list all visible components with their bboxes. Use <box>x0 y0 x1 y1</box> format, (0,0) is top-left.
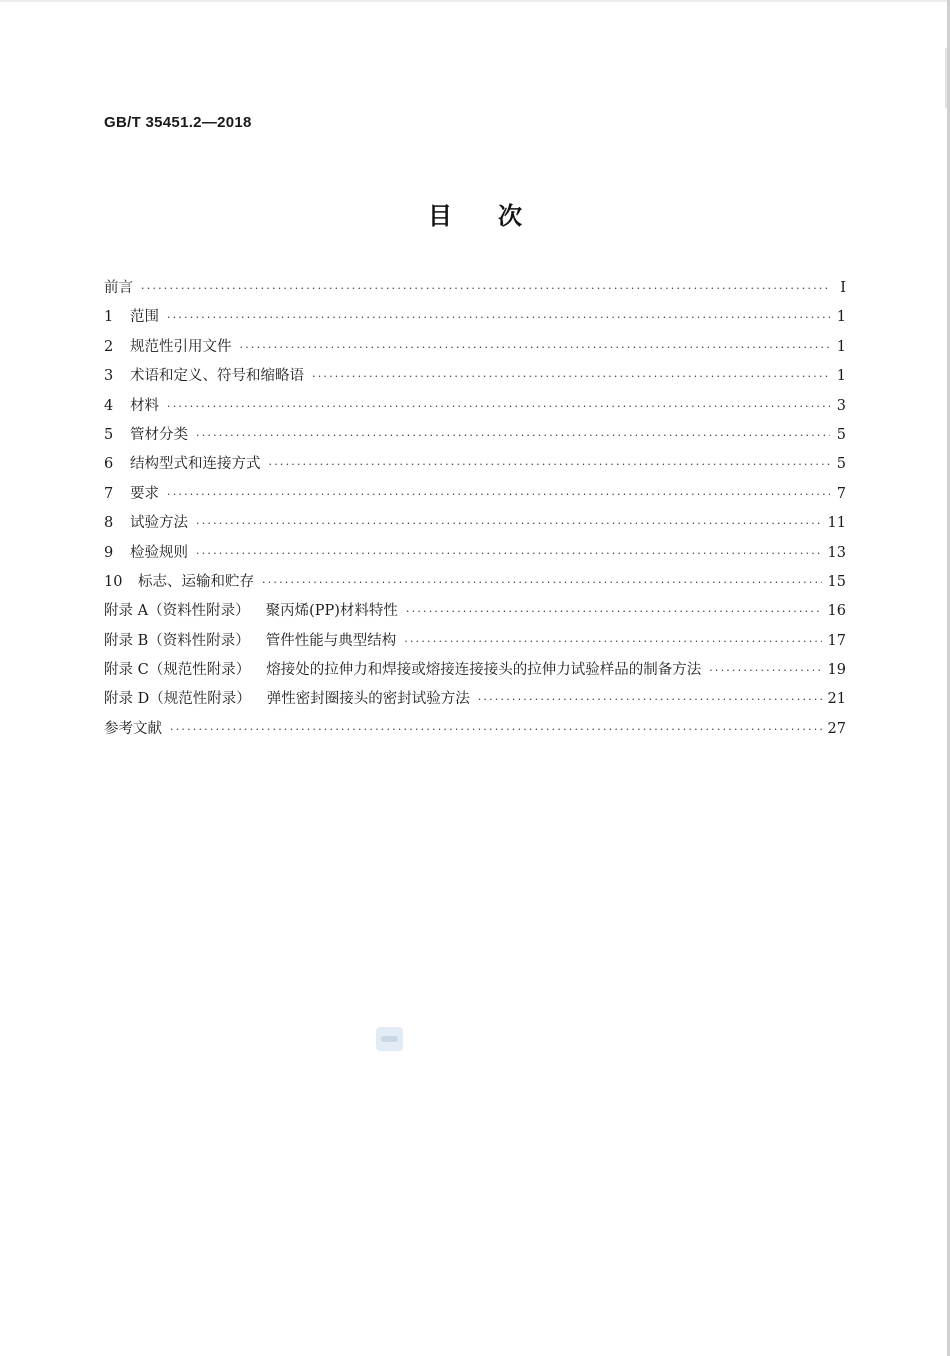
toc-entry-annex: 附录 B（资料性附录） <box>104 632 250 649</box>
toc-entry-page: 17 <box>827 632 846 649</box>
toc-entry[interactable] <box>104 570 846 599</box>
toc-entry-title: 材料 <box>130 397 159 414</box>
toc-entry-page: 5 <box>836 456 846 473</box>
toc-entry-page: 1 <box>836 368 846 385</box>
toc-entry-label <box>104 482 159 506</box>
toc-entry[interactable] <box>104 276 846 305</box>
toc-entry[interactable] <box>104 482 846 511</box>
toc-entry[interactable] <box>104 423 846 452</box>
toc-entry[interactable] <box>104 599 846 628</box>
toc-dot-leader <box>240 336 831 360</box>
toc-dot-leader <box>709 659 821 683</box>
toc-dot-leader <box>170 718 822 742</box>
toc-dot-leader <box>167 306 830 330</box>
table-of-contents <box>104 276 846 746</box>
toc-entry[interactable] <box>104 305 846 334</box>
toc-entry-number: 1 <box>104 309 114 326</box>
toc-dot-leader <box>167 395 830 419</box>
toc-entry-number: 6 <box>104 456 114 473</box>
toc-entry[interactable] <box>104 511 846 540</box>
toc-entry-title: 前言 <box>104 280 133 296</box>
toc-entry-page: 3 <box>836 397 846 414</box>
toc-entry-label <box>104 394 159 418</box>
watermark-logo <box>376 1027 403 1051</box>
toc-entry[interactable] <box>104 687 846 716</box>
toc-dot-leader <box>141 277 830 301</box>
toc-entry-title: 检验规则 <box>130 544 188 561</box>
toc-entry-page: 11 <box>827 515 846 532</box>
toc-entry-title: 参考文献 <box>104 720 162 737</box>
toc-entry-label <box>104 305 159 329</box>
toc-entry-title: 弹性密封圈接头的密封试验方法 <box>266 691 470 708</box>
toc-entry-label <box>104 717 162 741</box>
document-code: GB/T 35451.2—2018 <box>104 114 252 131</box>
toc-entry-title: 范围 <box>130 309 159 326</box>
toc-entry-title: 试验方法 <box>130 515 188 532</box>
toc-entry-label <box>104 276 133 300</box>
toc-entry-label <box>104 570 254 594</box>
toc-entry-page: 1 <box>836 338 846 355</box>
toc-entry-number: 9 <box>104 544 114 561</box>
toc-entry-number: 4 <box>104 397 114 414</box>
toc-dot-leader <box>406 600 822 624</box>
toc-entry-page: 5 <box>836 426 846 443</box>
toc-entry[interactable] <box>104 658 846 687</box>
toc-entry-page: 16 <box>827 603 846 620</box>
toc-entry-label <box>104 364 304 388</box>
toc-entry-label <box>104 335 232 359</box>
toc-entry-annex: 附录 C（规范性附录） <box>104 662 251 679</box>
toc-entry-title: 管件性能与典型结构 <box>265 632 397 649</box>
toc-entry-label <box>104 658 701 682</box>
toc-entry-annex: 附录 D（规范性附录） <box>104 691 251 708</box>
toc-entry-title: 管材分类 <box>130 426 188 443</box>
toc-entry-page: 1 <box>836 309 846 326</box>
toc-entry[interactable] <box>104 541 846 570</box>
toc-entry-title: 熔接处的拉伸力和焊接或熔接连接接头的拉伸力试验样品的制备方法 <box>266 662 702 679</box>
toc-entry-page: 7 <box>836 485 846 502</box>
toc-dot-leader <box>196 542 822 566</box>
toc-entry-title: 标志、运输和贮存 <box>138 573 254 590</box>
toc-entry[interactable] <box>104 364 846 393</box>
toc-entry-annex: 附录 A（资料性附录） <box>104 603 250 620</box>
toc-entry-page: I <box>840 280 846 296</box>
toc-dot-leader <box>404 630 821 654</box>
toc-entry-number: 5 <box>104 426 114 443</box>
toc-dot-leader <box>262 571 822 595</box>
toc-entry-label <box>104 511 188 535</box>
toc-dot-leader <box>196 424 830 448</box>
toc-entry-label <box>104 541 188 565</box>
toc-entry-label <box>104 687 470 711</box>
toc-entry[interactable] <box>104 629 846 658</box>
toc-entry-label <box>104 599 398 623</box>
toc-dot-leader <box>167 483 830 507</box>
toc-entry[interactable] <box>104 717 846 746</box>
toc-dot-leader <box>196 512 822 536</box>
toc-entry-number: 2 <box>104 338 114 355</box>
toc-dot-leader <box>478 688 822 712</box>
toc-entry-page: 27 <box>827 720 846 737</box>
toc-dot-leader <box>269 453 831 477</box>
toc-entry-number: 7 <box>104 485 114 502</box>
toc-entry-title: 聚丙烯(PP)材料特性 <box>265 603 398 620</box>
toc-entry-label <box>104 423 188 447</box>
toc-entry-label <box>104 629 396 653</box>
toc-entry[interactable] <box>104 394 846 423</box>
page-top-edge <box>0 0 950 2</box>
toc-entry-page: 15 <box>827 573 846 590</box>
toc-entry-title: 术语和定义、符号和缩略语 <box>130 368 304 385</box>
toc-title: 目次 <box>428 202 568 230</box>
toc-dot-leader <box>312 365 830 389</box>
toc-entry-title: 结构型式和连接方式 <box>130 456 261 473</box>
toc-entry-title: 要求 <box>130 485 159 502</box>
toc-entry-page: 13 <box>827 544 846 561</box>
toc-entry-number: 3 <box>104 368 114 385</box>
toc-entry-number: 10 <box>104 573 123 590</box>
toc-entry-number: 8 <box>104 515 114 532</box>
toc-entry-page: 21 <box>827 691 846 708</box>
toc-entry[interactable] <box>104 452 846 481</box>
toc-entry-page: 19 <box>827 662 846 679</box>
toc-entry[interactable] <box>104 335 846 364</box>
toc-entry-title: 规范性引用文件 <box>130 338 232 355</box>
toc-entry-label <box>104 452 261 476</box>
